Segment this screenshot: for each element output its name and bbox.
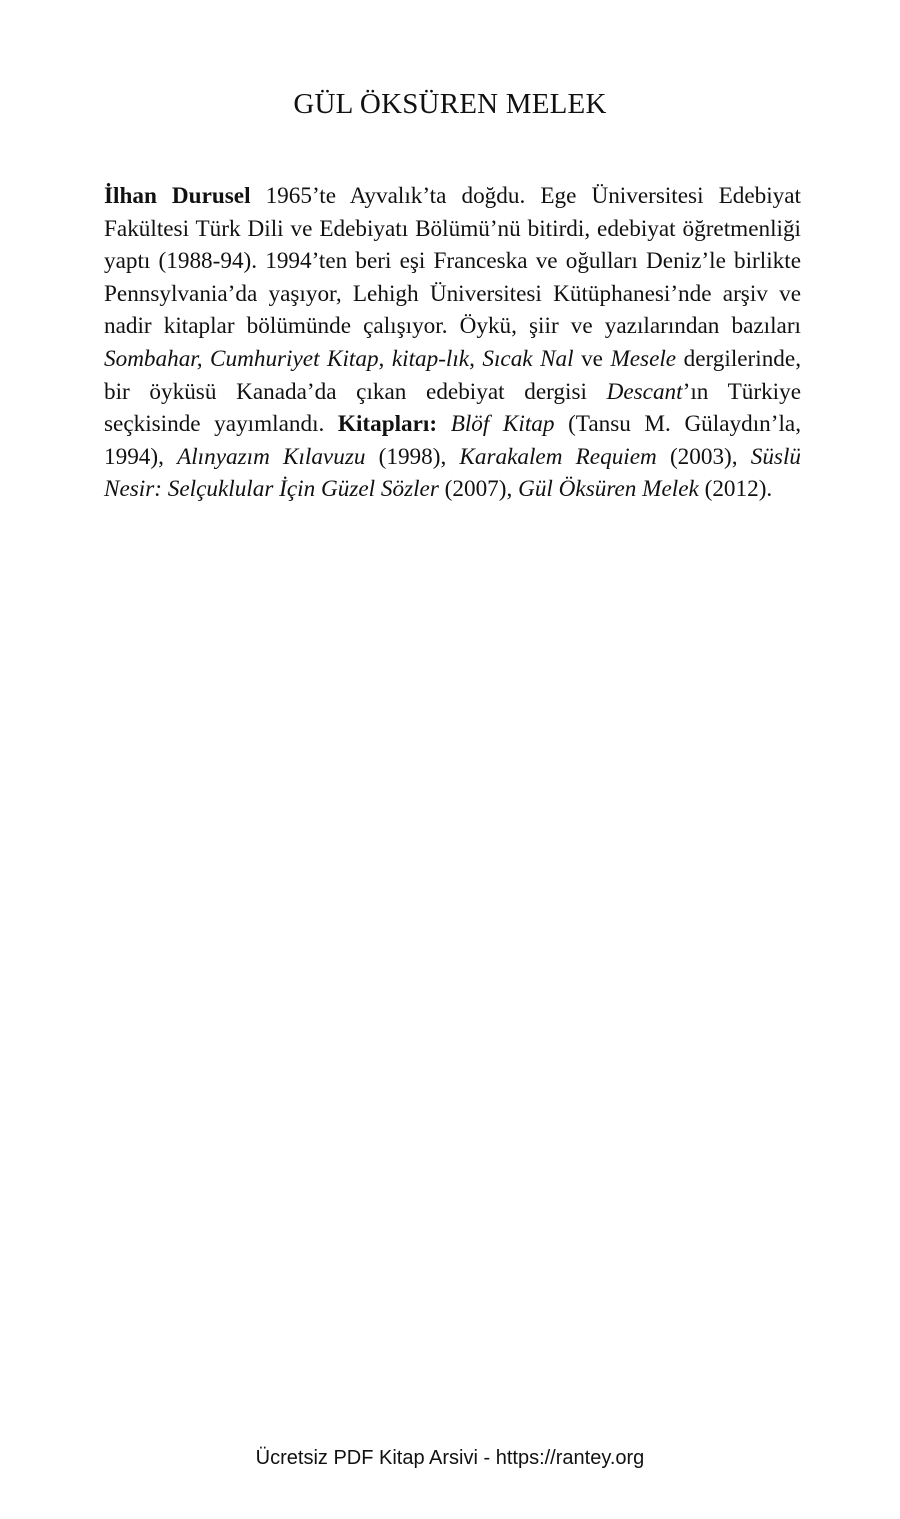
- book-year-3: (2003),: [656, 443, 751, 470]
- book-year-4: (2007),: [438, 476, 519, 503]
- bio-text-3: dergilerinde, bir öyküsü Kanada’da çıkan edebiyat dergisi: [104, 345, 801, 405]
- bio-text-2: ve: [573, 345, 611, 372]
- page-title: GÜL ÖKSÜREN MELEK: [293, 88, 607, 120]
- bio-text-4: ’ın Türkiye seçkisinde yayımlandı.: [104, 378, 801, 438]
- book-title-5: Gül Öksüren Melek: [518, 476, 699, 503]
- book-title-1: Blöf Kitap: [437, 411, 555, 438]
- bio-text-1: 1965’te Ayvalık’ta doğdu. Ege Üniversitesi Edebiyat Fakültesi Türk Dili ve Edebiyatı Bölümü’nü bitirdi, edebiyat öğretmenliği yaptı (1988-94). 1994’ten beri eşi Franceska ve oğulları Deniz’le birlikte Pennsylvania’da yaşıyor, Lehigh Üniversitesi Kütüphanesi’nde arşiv ve nadir kitaplar bölümünde çalışıyor. Öykü, şiir ve yazılarından bazıları: [104, 183, 801, 340]
- author-name: İlhan Durusel: [104, 183, 251, 209]
- book-title-4: Süslü Nesir: Selçuklular İçin Güzel Sözler: [104, 443, 801, 503]
- book-title-3: Karakalem Requiem: [459, 443, 657, 470]
- author-biography: [104, 180, 801, 506]
- magazine-list: Sombahar, Cumhuriyet Kitap, kitap-lık, Sıcak Nal: [104, 345, 574, 372]
- magazine-mesele: Mesele: [610, 345, 677, 372]
- books-label: Kitapları:: [337, 411, 438, 438]
- book-title-2: Alınyazım Kılavuzu: [177, 443, 366, 470]
- magazine-descant: Descant: [606, 378, 683, 405]
- footer-watermark: Ücretsiz PDF Kitap Arsivi - https://rantey.org: [255, 1447, 645, 1469]
- book-year-2: (1998),: [365, 443, 460, 470]
- book-year-5: (2012).: [698, 476, 773, 503]
- book-note-1: (Tansu M. Gülaydın’la, 1994),: [104, 411, 801, 470]
